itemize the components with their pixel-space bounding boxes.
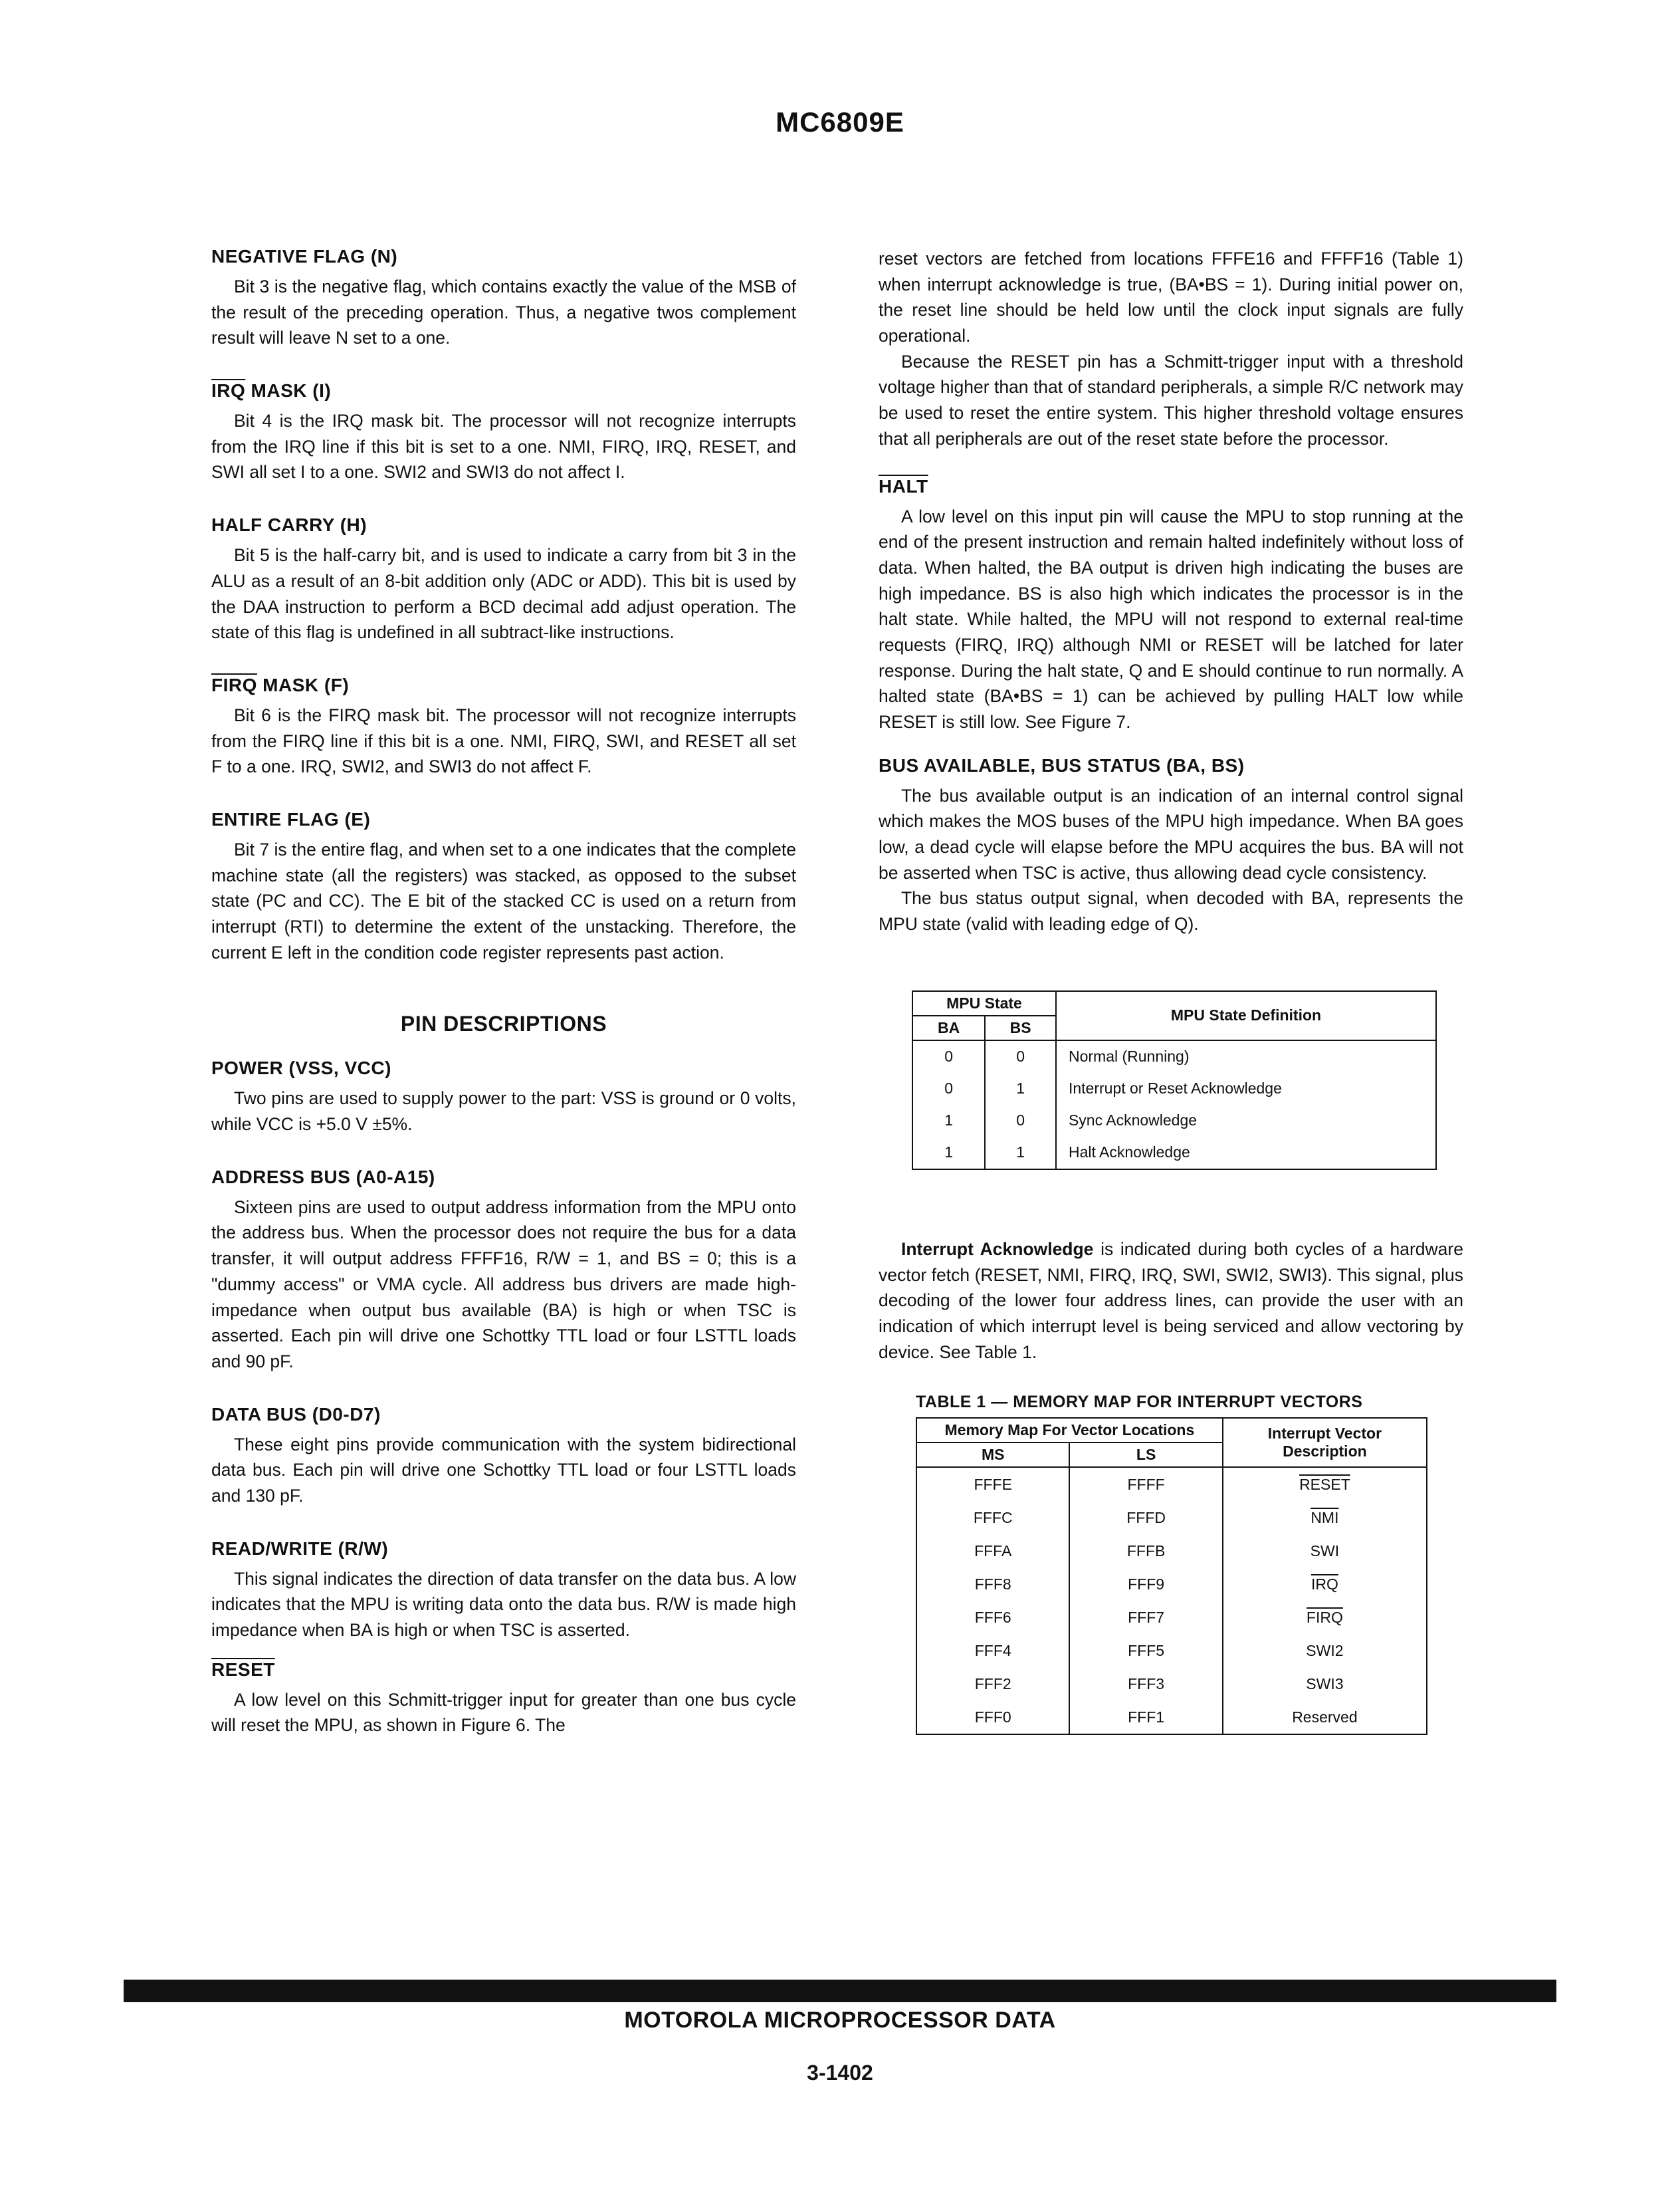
vector-table-caption: TABLE 1 — MEMORY MAP FOR INTERRUPT VECTORS	[916, 1393, 1363, 1412]
ms-cell: FFF0	[916, 1700, 1069, 1734]
bus-available-section	[879, 755, 1463, 937]
ls-cell: FFF9	[1069, 1567, 1222, 1601]
vector-group-header: Memory Map For Vector Locations	[916, 1418, 1223, 1442]
mpu-state-ba-header: BA	[912, 1016, 985, 1040]
ls-cell: FFF3	[1069, 1667, 1222, 1700]
table-row	[916, 1667, 1427, 1700]
firq-mask-heading-bar: FIRQ	[211, 674, 257, 695]
reset-schmitt-text: Because the RESET pin has a Schmitt-trigger input with a threshold voltage higher than that of standard peripherals, a simple R/C network may be used to reset the entire system. This higher threshold voltage ensures that all peripherals are out of the reset state before the processor.	[879, 351, 1463, 449]
ms-cell: FFFA	[916, 1534, 1069, 1567]
firq-mask-section	[211, 675, 796, 780]
bus-available-heading: BUS AVAILABLE, BUS STATUS (BA, BS)	[879, 754, 1245, 776]
irq-mask-heading-bar: $\overline{IRQ}$	[211, 380, 246, 402]
table-row	[916, 1567, 1427, 1601]
table-row	[916, 1534, 1427, 1567]
firq-mask-heading	[211, 675, 796, 696]
pin-descriptions-heading: PIN DESCRIPTIONS	[400, 1012, 607, 1036]
ls-cell: FFF7	[1069, 1601, 1222, 1634]
half-carry-section	[211, 515, 796, 645]
definition-cell: Sync Acknowledge	[1056, 1105, 1436, 1137]
negative-flag-heading: NEGATIVE FLAG (N)	[211, 246, 398, 267]
ms-cell: FFFE	[916, 1467, 1069, 1501]
power-section	[211, 1058, 796, 1137]
reset-continued-text: reset vectors are fetched from locations FFFE16 and FFFF16 (Table 1) when interrupt acknowledge is true, (BA•BS = 1). During initial power on, the reset line should be held low until the clock input signals are fully operational.	[879, 249, 1463, 346]
vector-desc-cell: RESET	[1223, 1467, 1427, 1501]
address-bus-heading: ADDRESS BUS (A0-A15)	[211, 1166, 435, 1187]
vector-desc-header: Interrupt Vector Description	[1223, 1418, 1427, 1467]
halt-heading: HALT	[879, 475, 928, 497]
power-text: Two pins are used to supply power to the part: VSS is ground or 0 volts, while VCC is +5.0 V ±5%.	[211, 1088, 796, 1135]
negative-flag-text: Bit 3 is the negative flag, which contains exactly the value of the MSB of the result of the preceding operation. Thus, a negative twos complement result will leave N set to a one.	[211, 277, 796, 348]
vector-desc-cell: $\overline{IRQ}$	[1223, 1567, 1427, 1601]
definition-cell: Normal (Running)	[1056, 1040, 1436, 1073]
irq-mask-section	[211, 380, 796, 485]
address-bus-section	[211, 1167, 796, 1375]
bus-available-text-1: The bus available output is an indication of an internal control signal which makes the MOS buses of the MPU high impedance. When BA goes low, a dead cycle will elapse before the MPU acquires the bus. BA will not be asserted when TSC is active, thus allowing dead cycle consistency.	[879, 785, 1463, 883]
entire-flag-heading: ENTIRE FLAG (E)	[211, 808, 371, 830]
vector-desc-cell: SWI	[1223, 1534, 1427, 1567]
ls-cell: FFFB	[1069, 1534, 1222, 1567]
irq-mask-heading-rest: MASK (I)	[245, 380, 332, 402]
table-row	[916, 1634, 1427, 1667]
irq-mask-text: Bit 4 is the IRQ mask bit. The processor will not recognize interrupts from the IRQ line if this bit is set to a one. NMI, FIRQ, IRQ, RESET, and SWI all set I to a one. SWI2 and SWI3 do not affect I.	[211, 411, 796, 483]
ms-cell: FFF8	[916, 1567, 1069, 1601]
ls-cell: FFF5	[1069, 1634, 1222, 1667]
table-row	[912, 1040, 1436, 1073]
bs-cell: 0	[985, 1105, 1056, 1137]
halt-section	[879, 476, 1463, 735]
table-row	[912, 1105, 1436, 1137]
mpu-state-group-header: MPU State	[912, 991, 1056, 1016]
irq-mask-heading	[211, 380, 796, 402]
mpu-state-def-header: MPU State Definition	[1056, 991, 1436, 1040]
read-write-section	[211, 1538, 796, 1643]
ba-cell: 1	[912, 1105, 985, 1137]
ba-cell: 0	[912, 1040, 985, 1073]
ms-cell: FFF4	[916, 1634, 1069, 1667]
interrupt-ack-lead: Interrupt Acknowledge	[901, 1238, 1094, 1259]
entire-flag-section	[211, 809, 796, 965]
ba-cell: 0	[912, 1073, 985, 1105]
firq-mask-heading-rest: MASK (F)	[257, 674, 350, 695]
reset-text: A low level on this Schmitt-trigger input for greater than one bus cycle will reset the MPU, as shown in Figure 6. The	[211, 1689, 796, 1736]
ms-cell: FFFC	[916, 1501, 1069, 1534]
reset-heading: RESET	[211, 1659, 275, 1680]
interrupt-vector-table	[916, 1417, 1427, 1735]
data-bus-heading: DATA BUS (D0-D7)	[211, 1403, 381, 1425]
bs-cell: 0	[985, 1040, 1056, 1073]
interrupt-ack-body: is indicated during both cycles of a hardware vector fetch (RESET, NMI, FIRQ, IRQ, SWI, SWI2, SWI3). This signal, plus decoding of the lower four address lines, can provide the user with an indication of which interrupt level is being serviced and allow vectoring by device. See Table 1.	[879, 1238, 1463, 1362]
page-number: 3-1402	[807, 2061, 873, 2085]
vector-desc-cell: FIRQ	[1223, 1601, 1427, 1634]
half-carry-text: Bit 5 is the half-carry bit, and is used to indicate a carry from bit 3 in the ALU as a result of an 8-bit addition only (ADC or ADD). This bit is used by the DAA instruction to perform a BCD decimal add adjust operation. The state of this flag is undefined in all subtract-like instructions.	[211, 545, 796, 643]
table-row	[916, 1601, 1427, 1634]
ls-cell: FFF1	[1069, 1700, 1222, 1734]
bs-cell: 1	[985, 1073, 1056, 1105]
power-heading: POWER (VSS, VCC)	[211, 1058, 391, 1079]
ls-cell: FFFD	[1069, 1501, 1222, 1534]
ba-cell: 1	[912, 1137, 985, 1169]
vector-desc-cell: Reserved	[1223, 1700, 1427, 1734]
halt-text: A low level on this input pin will cause the MPU to stop running at the end of the present instruction and remain halted indefinitely without loss of data. When halted, the BA output is driven high indicating the buses are high impedance. BS is also high which indicates the processor is in the halt state. While halted, the MPU will not respond to external real-time requests (FIRQ, IRQ) although NMI or RESET will be latched for later response. During the halt state, Q and E should continue to run normally. A halted state (BA•BS = 1) can be achieved by pulling HALT low while RESET is still low. See Figure 7.	[879, 506, 1463, 732]
firq-mask-text: Bit 6 is the FIRQ mask bit. The processor will not recognize interrupts from the FIRQ line if this bit is a one. NMI, FIRQ, SWI, and RESET all set F to a one. IRQ, SWI2, and SWI3 do not affect F.	[211, 705, 796, 777]
table-row	[916, 1501, 1427, 1534]
vector-desc-cell: SWI3	[1223, 1667, 1427, 1700]
table-row	[916, 1700, 1427, 1734]
ms-cell: FFF2	[916, 1667, 1069, 1700]
page-title: MC6809E	[776, 106, 904, 138]
table-row	[912, 1137, 1436, 1169]
entire-flag-text: Bit 7 is the entire flag, and when set to a one indicates that the complete machine state (all the registers) was stacked, as opposed to the subset state (PC and CC). The E bit of the stacked CC is used on a return from interrupt (RTI) to determine the extent of the unstacking. Therefore, the current E left in the condition code register represents past action.	[211, 839, 796, 963]
ms-cell: FFF6	[916, 1601, 1069, 1634]
reset-section	[211, 1659, 796, 1738]
read-write-text: This signal indicates the direction of data transfer on the data bus. A low indicates that the MPU is writing data onto the data bus. R/W is made high impedance when BA is high or when TSC is asserted.	[211, 1568, 796, 1640]
table-row	[916, 1467, 1427, 1501]
read-write-heading: READ/WRITE (R/W)	[211, 1538, 389, 1559]
left-column	[211, 246, 796, 1768]
data-bus-text: These eight pins provide communication with the system bidirectional data bus. Each pin will drive one Schottky TTL load or four LSTTL loads and 130 pF.	[211, 1434, 796, 1506]
definition-cell: Halt Acknowledge	[1056, 1137, 1436, 1169]
vector-ls-header: LS	[1069, 1442, 1222, 1467]
footer-brand: MOTOROLA MICROPROCESSOR DATA	[624, 2008, 1056, 2033]
vector-ms-header: MS	[916, 1442, 1069, 1467]
negative-flag-section	[211, 246, 796, 351]
ls-cell: FFFF	[1069, 1467, 1222, 1501]
right-column	[879, 246, 1463, 1735]
half-carry-heading: HALF CARRY (H)	[211, 515, 368, 536]
footer-rule	[124, 1980, 1556, 2002]
vector-desc-cell: SWI2	[1223, 1634, 1427, 1667]
table-row	[912, 1073, 1436, 1105]
bs-cell: 1	[985, 1137, 1056, 1169]
bus-available-text-2: The bus status output signal, when decoded with BA, represents the MPU state (valid with leading edge of Q).	[879, 888, 1463, 935]
mpu-state-bs-header: BS	[985, 1016, 1056, 1040]
definition-cell: Interrupt or Reset Acknowledge	[1056, 1073, 1436, 1105]
mpu-state-table	[912, 990, 1437, 1170]
interrupt-ack-text	[879, 1236, 1463, 1365]
data-bus-section	[211, 1404, 796, 1509]
vector-desc-cell: $\overline{NMI}$	[1223, 1501, 1427, 1534]
address-bus-text: Sixteen pins are used to output address information from the MPU onto the address bus. When the processor does not require the bus for a data transfer, it will output address FFFF16, R/W = 1, and BS = 0; this is a "dummy access" or VMA cycle. All address bus drivers are made high-impedance when output bus available (BA) is high or when TSC is asserted. Each pin will drive one Schottky TTL load or four LSTTL loads and 90 pF.	[211, 1197, 796, 1371]
